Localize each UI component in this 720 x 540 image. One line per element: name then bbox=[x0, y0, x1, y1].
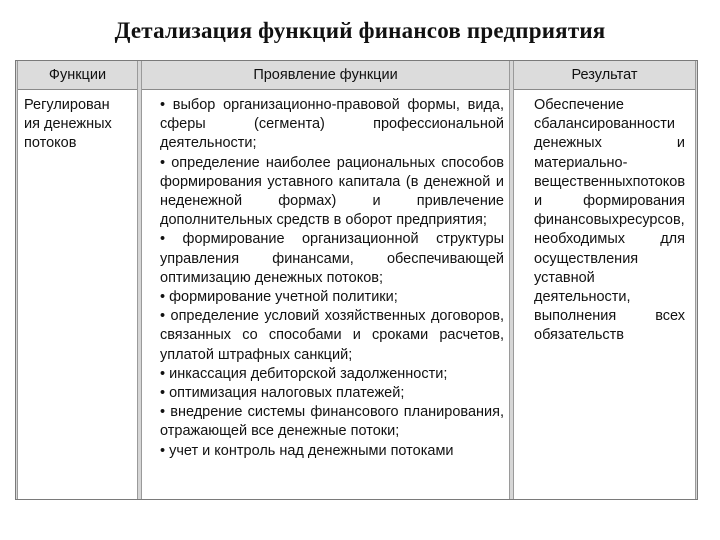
manifestation-item: • инкассация дебиторской задолженности; bbox=[160, 365, 448, 382]
header-manifestation: Проявление функции bbox=[142, 61, 509, 90]
header-result: Результат bbox=[514, 61, 695, 90]
column-result bbox=[513, 61, 696, 499]
functions-table bbox=[15, 60, 698, 500]
manifestation-item: • определение наиболее рациональных способов формирования уставного капитала (в денежной и неденежной формах) и привлечение дополнительных средств в оборот предприятия; bbox=[160, 154, 504, 229]
manifestation-item: • выбор организационно-правовой формы, вида, сферы (сегмента) профессиональной деятельности; bbox=[160, 97, 504, 152]
manifestation-item: • формирование учетной политики; bbox=[160, 289, 398, 306]
manifestation-item: • формирование организационной структуры управления финансами, обеспечивающей оптимизацию денежных потоков; bbox=[160, 231, 504, 286]
manifestation-item: • учет и контроль над денежными потоками bbox=[160, 442, 454, 459]
function-cell bbox=[24, 96, 132, 154]
page-title: Детализация функций финансов предприятия bbox=[114, 18, 606, 43]
manifestation-item: • оптимизация налоговых платежей; bbox=[160, 385, 405, 402]
function-line: ия денежных bbox=[24, 116, 112, 133]
manifestation-cell bbox=[160, 96, 504, 461]
function-line: потоков bbox=[24, 135, 77, 152]
result-text: Обеспечение сбалансированности денежных и материально-вещественныхпотоков и формирования финансовыхресурсов, необходимых для осуществления уставной деятельности, выполнения всех обязательств bbox=[534, 97, 686, 344]
header-functions: Функции bbox=[18, 61, 137, 90]
function-line: Регулирован bbox=[24, 97, 110, 113]
column-manifestation bbox=[141, 61, 510, 499]
manifestation-item: • внедрение системы финансового планирования, отражающей все денежные потоки; bbox=[160, 404, 504, 440]
column-functions bbox=[17, 61, 138, 499]
manifestation-item: • определение условий хозяйственных договоров, связанных со способами и сроками расчетов, уплатой штрафных санкций; bbox=[160, 308, 504, 363]
result-cell bbox=[534, 96, 685, 346]
